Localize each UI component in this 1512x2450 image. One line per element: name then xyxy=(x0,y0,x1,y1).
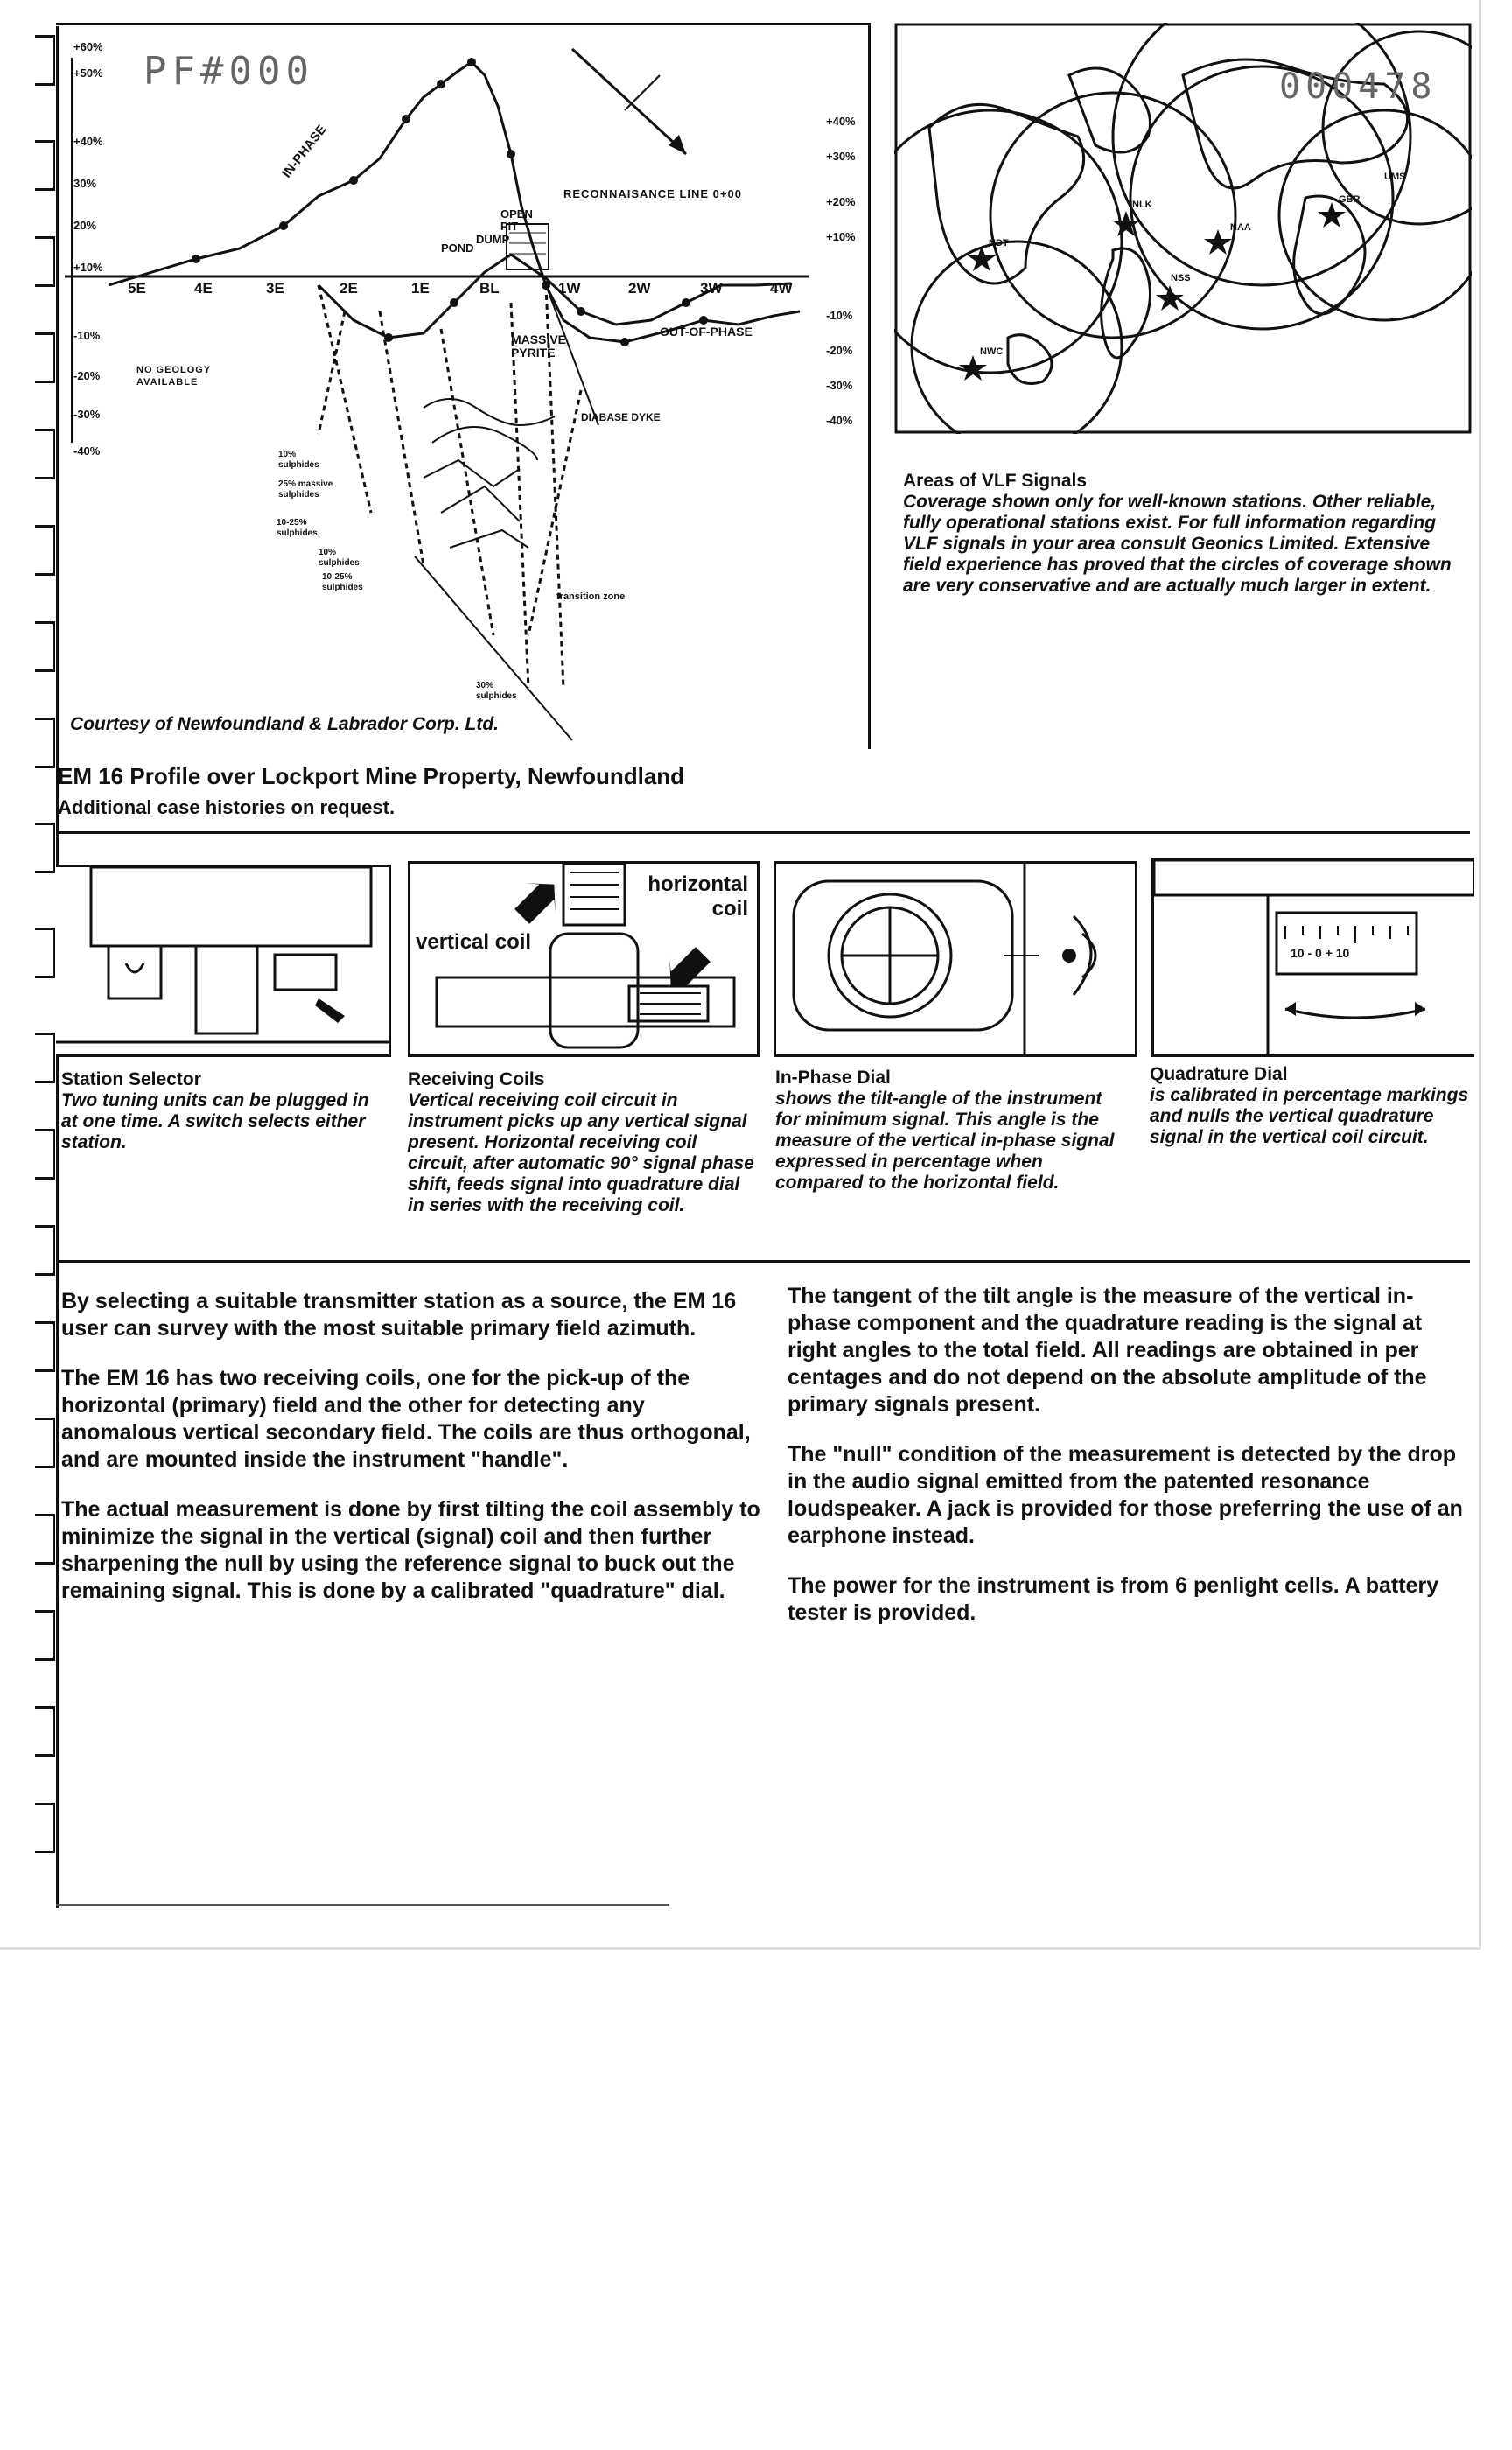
station-ums: UMS xyxy=(1384,172,1406,182)
geology-note: 25% massive sulphides xyxy=(278,480,333,500)
right-scale-tick: +40% xyxy=(826,115,856,128)
station-label: 1W xyxy=(558,280,581,297)
section-rule-bottom xyxy=(56,1260,1470,1263)
dump-label: DUMP xyxy=(476,233,510,246)
scan-bottom-edge xyxy=(56,1904,668,1906)
body-column-right xyxy=(788,1283,1470,1627)
right-scale-tick: -30% xyxy=(826,379,853,392)
station-label: 2W xyxy=(628,280,651,297)
geology-note: 10-25% sulphides xyxy=(322,572,363,592)
receiving-coils-illustration xyxy=(408,861,760,1057)
right-scale-tick: +30% xyxy=(826,150,856,163)
station-gbr: GBR xyxy=(1339,194,1361,205)
station-label: 5E xyxy=(128,280,146,297)
section-rule-top xyxy=(56,831,1470,834)
body-paragraph: The EM 16 has two receiving coils, one for the pick-up of the horizontal (primary) field and the other for detecting any anomalous vertical secondary field. The coils are thus orthogonal, and are mounted inside the instrument "handle". xyxy=(61,1366,751,1472)
body-paragraph: The tangent of the tilt angle is the measure of the vertical in-phase component and the quadrature reading is the signal at right angles to the total field. All readings are obtained in per centages and do not depend on the absolute amplitude of the primary signals present. xyxy=(788,1284,1427,1417)
station-label: BL xyxy=(480,280,500,297)
massive-pyrite-label: MASSIVE PYRITE xyxy=(511,332,567,360)
left-scale-tick: +50% xyxy=(74,66,103,80)
horizontal-coil-label-line1: horizontal xyxy=(648,872,748,896)
station-selector-title: Station Selector xyxy=(61,1069,201,1089)
scan-stamp-left: PF#000 xyxy=(144,49,314,94)
station-label: 4E xyxy=(194,280,213,297)
left-scale-tick: -40% xyxy=(74,444,101,458)
transition-zone-label: transition zone xyxy=(556,592,626,602)
diabase-dyke-label: DIABASE DYKE xyxy=(581,411,661,424)
reconnaissance-line-label: RECONNAISANCE LINE 0+00 xyxy=(564,187,742,200)
pond-label: POND xyxy=(441,242,474,255)
right-scale-tick: -20% xyxy=(826,344,853,357)
profile-figure xyxy=(56,23,872,749)
in-phase-dial-text: shows the tilt-angle of the instrument for minimum signal. This angle is the measure of the vertical in-phase signal expressed in percentage when compared to the horizontal field. xyxy=(775,1088,1115,1193)
right-scale-tick: +20% xyxy=(826,195,856,208)
station-nss: NSS xyxy=(1171,273,1191,284)
scan-stamp-right: 000478 xyxy=(1279,66,1438,107)
station-nlk: NLK xyxy=(1132,200,1152,210)
station-naa: NAA xyxy=(1230,222,1251,233)
left-scale-tick: 30% xyxy=(74,177,97,190)
geology-note: 10-25% sulphides xyxy=(276,518,318,538)
body-paragraph: The actual measurement is done by first tilting the coil assembly to minimize the signal in the vertical (signal) coil and then further sharpening the null by using the reference signal to buck out the remaining signal. This is done by a calibrated "quadrature" dial. xyxy=(61,1497,760,1603)
out-of-phase-label: OUT-OF-PHASE xyxy=(660,325,752,339)
no-geology-label: NO GEOLOGY AVAILABLE xyxy=(136,365,211,388)
station-selector-illustration xyxy=(56,864,391,1057)
left-scale-tick: -10% xyxy=(74,329,101,342)
quadrature-dial-scale: 10 - 0 + 10 xyxy=(1291,946,1350,960)
in-phase-dial-illustration xyxy=(774,861,1138,1057)
in-phase-dial-title: In-Phase Dial xyxy=(775,1068,891,1088)
station-label: 2E xyxy=(340,280,358,297)
station-selector-caption xyxy=(61,1069,382,1153)
figure-title: EM 16 Profile over Lockport Mine Property, Newfoundland xyxy=(58,763,685,789)
left-scale-tick: +40% xyxy=(74,135,103,148)
station-nwc: NWC xyxy=(980,346,1004,357)
receiving-coils-text: Vertical receiving coil circuit in instrument picks up any vertical signal present. Horizontal receiving coil circuit, after automatic 90° signal phase shift, feeds signal into quadrature dial in series with the receiving coil. xyxy=(408,1090,754,1215)
quadrature-dial-text: is calibrated in percentage markings and nulls the vertical quadrature signal in the vertical coil circuit. xyxy=(1150,1085,1469,1147)
right-scale-tick: -10% xyxy=(826,309,853,322)
vlf-map-title: Areas of VLF Signals xyxy=(903,471,1088,491)
body-paragraph: By selecting a suitable transmitter station as a source, the EM 16 user can survey with the most suitable primary field azimuth. xyxy=(61,1289,737,1340)
station-label: 3W xyxy=(700,280,723,297)
quadrature-dial-title: Quadrature Dial xyxy=(1150,1064,1288,1084)
body-column-left xyxy=(61,1288,761,1605)
right-scale-tick: +10% xyxy=(826,230,856,243)
receiving-coils-caption xyxy=(408,1069,754,1216)
geology-note: 30% sulphides xyxy=(476,681,517,701)
left-scale-tick: +10% xyxy=(74,261,103,274)
station-label: 4W xyxy=(770,280,793,297)
quadrature-dial-illustration xyxy=(1152,858,1474,1057)
left-scale-tick: -30% xyxy=(74,408,101,421)
vlf-map-figure xyxy=(894,23,1472,434)
vlf-map-caption xyxy=(903,471,1463,597)
quadrature-dial-caption xyxy=(1150,1064,1474,1148)
body-paragraph: The "null" condition of the measurement is detected by the drop in the audio signal emitted from the patented resonance loudspeaker. A jack is provided for those preferring the use of an earphone instead. xyxy=(788,1442,1463,1548)
courtesy-credit: Courtesy of Newfoundland & Labrador Corp. Ltd. xyxy=(70,714,499,734)
station-label: 3E xyxy=(266,280,284,297)
horizontal-coil-label-line2: coil xyxy=(711,897,748,920)
station-selector-text: Two tuning units can be plugged in at one time. A switch selects either station. xyxy=(61,1090,369,1152)
vertical-coil-label: vertical coil xyxy=(416,930,532,954)
figure-subtitle: Additional case histories on request. xyxy=(58,796,396,818)
left-scale-tick: -20% xyxy=(74,369,101,382)
left-scale-tick: 20% xyxy=(74,219,97,232)
receiving-coils-title: Receiving Coils xyxy=(408,1069,545,1089)
in-phase-dial-caption xyxy=(775,1068,1125,1194)
open-pit-label: OPEN PIT xyxy=(500,207,533,233)
geology-note: 10% sulphides xyxy=(318,548,360,568)
station-labels xyxy=(56,280,844,301)
right-scale-tick: -40% xyxy=(826,414,853,427)
vlf-map-caption-text: Coverage shown only for well-known stations. Other reliable, fully operational stations exist. For full information regarding VLF signals in your area consult Geonics Limited. Extensive field experience has proved that the circles of coverage shown are very conservative and are actually much larger in extent. xyxy=(903,492,1452,596)
horizontal-coil-label xyxy=(634,872,748,921)
left-scale-tick: +60% xyxy=(74,40,103,53)
body-paragraph: The power for the instrument is from 6 penlight cells. A battery tester is provided. xyxy=(788,1573,1439,1625)
geology-note: 10% sulphides xyxy=(278,450,319,470)
station-ndt: NDT xyxy=(989,238,1009,248)
in-phase-label: IN-PHASE xyxy=(279,122,330,181)
station-label: 1E xyxy=(411,280,430,297)
